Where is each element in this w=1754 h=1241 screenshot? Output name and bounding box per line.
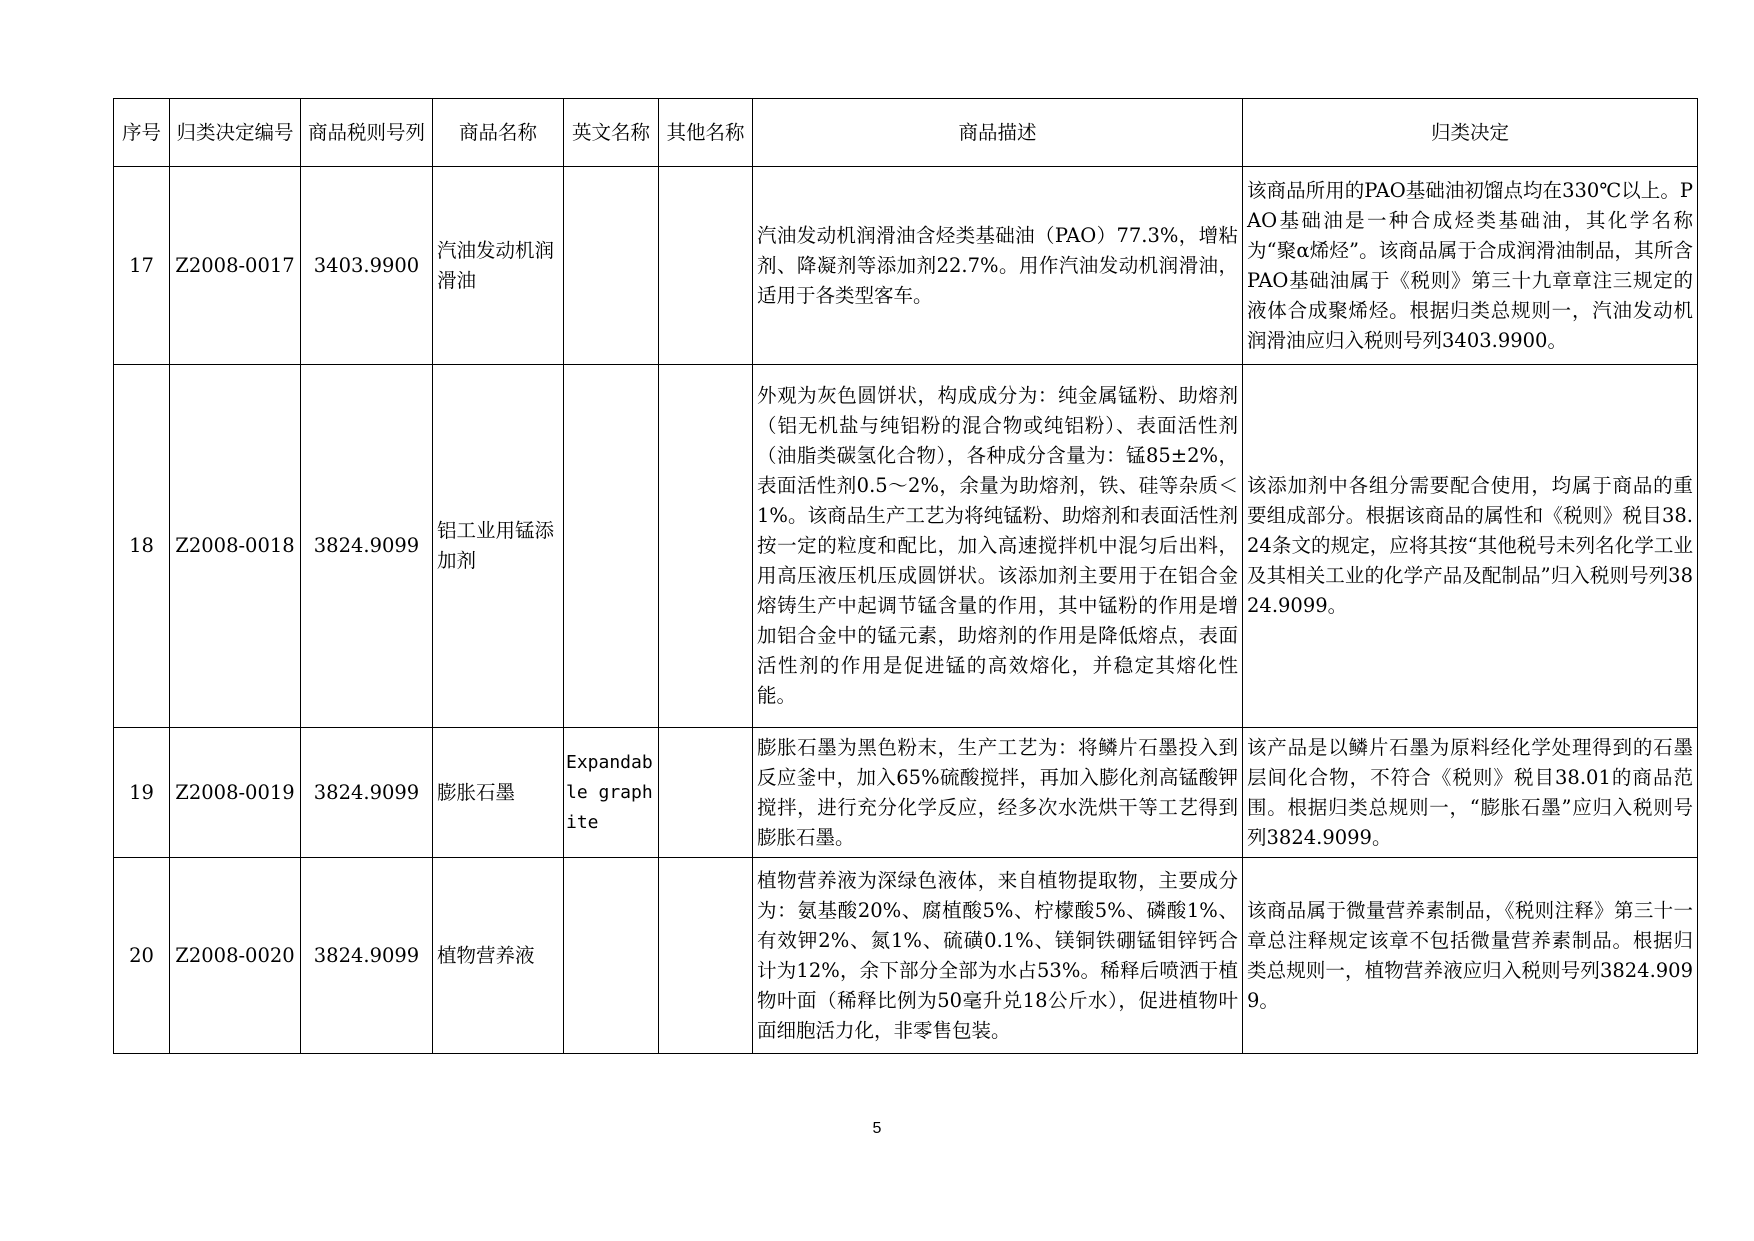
cell-other-name (659, 858, 753, 1054)
header-decision: 归类决定 (1243, 99, 1698, 167)
header-seq: 序号 (114, 99, 170, 167)
header-name: 商品名称 (433, 99, 564, 167)
classification-table (113, 98, 1698, 1054)
cell-english-name (564, 858, 659, 1054)
page-number: 5 (872, 1120, 882, 1137)
cell-english-name: Expandable graphite (564, 728, 659, 858)
header-decision-no: 归类决定编号 (170, 99, 301, 167)
cell-decision-no: Z2008-0017 (170, 167, 301, 365)
cell-seq: 17 (114, 167, 170, 365)
cell-english-name (564, 167, 659, 365)
cell-name: 膨胀石墨 (433, 728, 564, 858)
cell-tariff-code: 3824.9099 (301, 365, 433, 728)
cell-decision: 该添加剂中各组分需要配合使用，均属于商品的重要组成部分。根据该商品的属性和《税则》税目38.24条文的规定，应将其按“其他税号未列名化学工业及其相关工业的化学产品及配制品”归入税则号列3824.9099。 (1243, 365, 1698, 728)
cell-name: 植物营养液 (433, 858, 564, 1054)
cell-decision: 该产品是以鳞片石墨为原料经化学处理得到的石墨层间化合物，不符合《税则》税目38.01的商品范围。根据归类总规则一，“膨胀石墨”应归入税则号列3824.9099。 (1243, 728, 1698, 858)
table-row (114, 167, 1698, 365)
table-row (114, 365, 1698, 728)
cell-decision-no: Z2008-0018 (170, 365, 301, 728)
cell-tariff-code: 3403.9900 (301, 167, 433, 365)
table-row (114, 728, 1698, 858)
cell-description: 膨胀石墨为黑色粉末，生产工艺为：将鳞片石墨投入到反应釜中，加入65%硫酸搅拌，再加入膨化剂高锰酸钾搅拌，进行充分化学反应，经多次水洗烘干等工艺得到膨胀石墨。 (753, 728, 1243, 858)
cell-other-name (659, 728, 753, 858)
table-row (114, 858, 1698, 1054)
cell-name: 铝工业用锰添加剂 (433, 365, 564, 728)
cell-name: 汽油发动机润滑油 (433, 167, 564, 365)
cell-decision: 该商品属于微量营养素制品，《税则注释》第三十一章总注释规定该章不包括微量营养素制品。根据归类总规则一，植物营养液应归入税则号列3824.9099。 (1243, 858, 1698, 1054)
header-other-name: 其他名称 (659, 99, 753, 167)
header-tariff-code: 商品税则号列 (301, 99, 433, 167)
cell-other-name (659, 167, 753, 365)
cell-decision-no: Z2008-0019 (170, 728, 301, 858)
cell-other-name (659, 365, 753, 728)
cell-description: 植物营养液为深绿色液体，来自植物提取物，主要成分为：氨基酸20%、腐植酸5%、柠檬酸5%、磷酸1%、有效钾2%、氮1%、硫磺0.1%、镁铜铁硼锰钼锌钙合计为12%，余下部分全部为水占53%。稀释后喷洒于植物叶面（稀释比例为50毫升兑18公斤水），促进植物叶面细胞活力化，非零售包装。 (753, 858, 1243, 1054)
cell-decision: 该商品所用的PAO基础油初馏点均在330℃以上。PAO基础油是一种合成烃类基础油，其化学名称为“聚α烯烃”。该商品属于合成润滑油制品，其所含PAO基础油属于《税则》第三十九章章注三规定的液体合成聚烯烃。根据归类总规则一，汽油发动机润滑油应归入税则号列3403.9900。 (1243, 167, 1698, 365)
cell-english-name (564, 365, 659, 728)
cell-seq: 18 (114, 365, 170, 728)
cell-tariff-code: 3824.9099 (301, 728, 433, 858)
header-row (114, 99, 1698, 167)
cell-description: 外观为灰色圆饼状，构成成分为：纯金属锰粉、助熔剂（铝无机盐与纯铝粉的混合物或纯铝粉）、表面活性剂（油脂类碳氢化合物），各种成分含量为：锰85±2%，表面活性剂0.5～2%，余量为助熔剂，铁、硅等杂质＜1%。该商品生产工艺为将纯锰粉、助熔剂和表面活性剂按一定的粒度和配比，加入高速搅拌机中混匀后出料，用高压液压机压成圆饼状。该添加剂主要用于在铝合金熔铸生产中起调节锰含量的作用，其中锰粉的作用是增加铝合金中的锰元素，助熔剂的作用是降低熔点，表面活性剂的作用是促进锰的高效熔化，并稳定其熔化性能。 (753, 365, 1243, 728)
header-english-name: 英文名称 (564, 99, 659, 167)
cell-seq: 20 (114, 858, 170, 1054)
cell-description: 汽油发动机润滑油含烃类基础油（PAO）77.3%，增粘剂、降凝剂等添加剂22.7%。用作汽油发动机润滑油，适用于各类型客车。 (753, 167, 1243, 365)
cell-decision-no: Z2008-0020 (170, 858, 301, 1054)
header-description: 商品描述 (753, 99, 1243, 167)
cell-seq: 19 (114, 728, 170, 858)
cell-tariff-code: 3824.9099 (301, 858, 433, 1054)
